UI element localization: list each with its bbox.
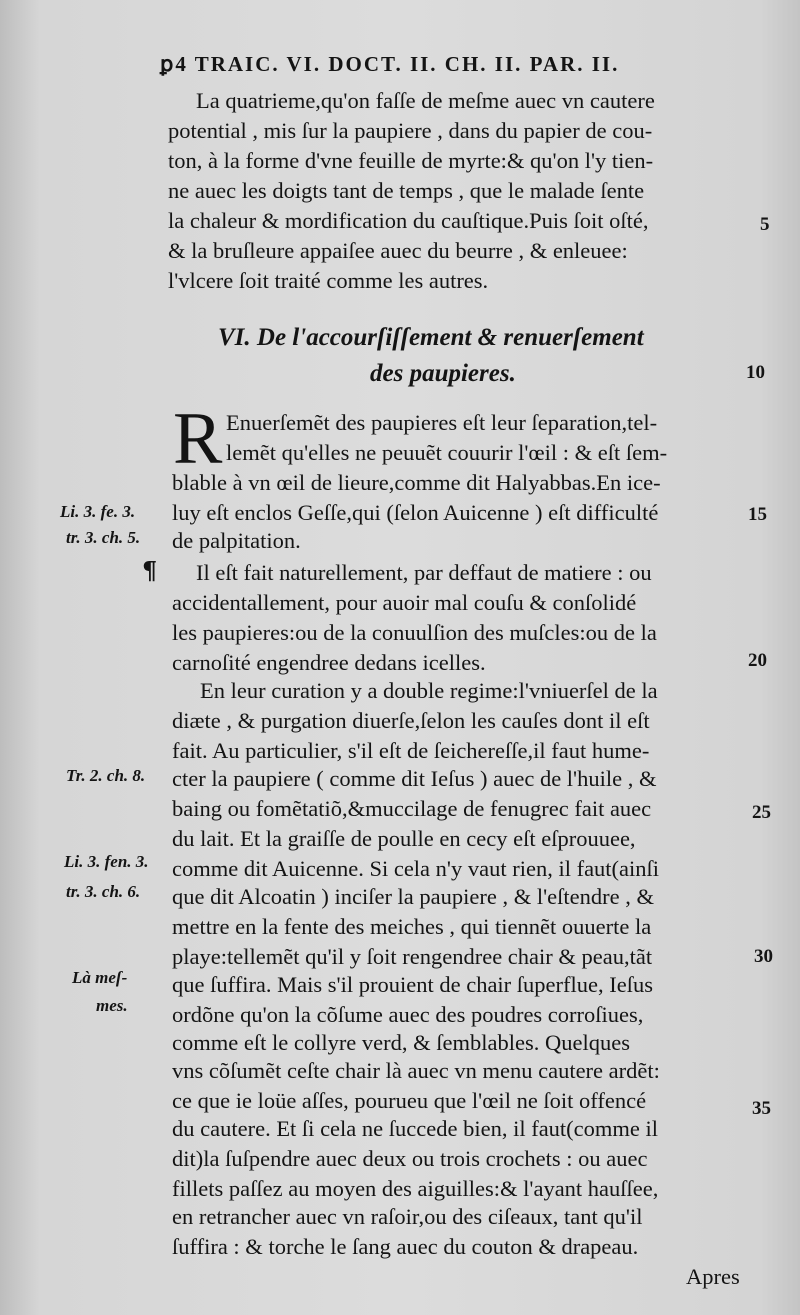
text-line: comme dit Auicenne. Si cela n'y vaut rien, il faut(ainſi	[172, 856, 660, 881]
text-line: playe:tellemẽt qu'il y ſoit rengendree chair & peau,tãt	[172, 944, 653, 969]
line-number: 5	[760, 214, 770, 235]
text-line: carnoſité engendree dedans icelles.	[172, 650, 486, 675]
text-line: diæte , & purgation diuerſe,ſelon les cauſes dont il eſt	[172, 708, 650, 733]
text-line: vns cõſumẽt ceſte chair là auec vn menu cautere ardẽt:	[172, 1058, 660, 1083]
text-line: fillets paſſez au moyen des aiguilles:& l'ayant hauſſee,	[172, 1176, 659, 1201]
margin-note: tr. 3. ch. 5.	[66, 528, 141, 547]
margin-note: Li. 3. fe. 3.	[60, 502, 136, 521]
text-line: l'vlcere ſoit traité comme les autres.	[168, 268, 489, 293]
margin-note: Li. 3. fen. 3.	[64, 852, 149, 871]
text-line: du cautere. Et ſi cela ne ſuccede bien, il faut(comme il	[172, 1116, 659, 1141]
text-line: luy eſt enclos Geſſe,qui (ſelon Auicenne ) eſt difficulté	[172, 500, 659, 525]
section-heading: VI. De l'accourſiſſement & renuerſement	[218, 324, 644, 351]
text-line: Enuerſemẽt des paupieres eſt leur ſeparation,tel-	[226, 410, 658, 435]
text-line: cter la paupiere ( comme dit Ieſus ) auec de l'huile , &	[172, 766, 657, 791]
running-head: ꝑ4 TRAIC. VI. DOCT. II. CH. II. PAR. II.	[160, 52, 620, 76]
text-line: de palpitation.	[172, 528, 301, 553]
text-line: que ſuffira. Mais s'il prouient de chair ſuperflue, Ieſus	[172, 972, 653, 997]
text-line: du lait. Et la graiſſe de poulle en cecy eſt eſprouuee,	[172, 826, 636, 851]
text-line: ordõne qu'on la cõſume auec des poudres corroſiues,	[172, 1002, 644, 1027]
text-line: ce que ie loüe aſſes, pourueu que l'œil ne ſoit offencé	[172, 1088, 647, 1113]
catchword: Apres	[686, 1264, 740, 1289]
pilcrow-mark: ¶	[142, 556, 158, 585]
text-line: baing ou fomẽtatiõ,&muccilage de fenugrec fait auec	[172, 796, 652, 821]
text-line: ſuffira : & torche le ſang auec du couton & drapeau.	[172, 1234, 639, 1259]
text-line: les paupieres:ou de la conuulſion des muſcles:ou de la	[172, 620, 657, 645]
margin-note: Là meſ-	[72, 968, 128, 987]
text-line: mettre en la fente des meiches , qui tiennẽt ouuerte la	[172, 914, 652, 939]
text-line: blable à vn œil de lieure,comme dit Halyabbas.En ice-	[172, 470, 661, 495]
text-line: En leur curation y a double regime:l'vniuerſel de la	[200, 678, 658, 703]
margin-note: mes.	[96, 996, 128, 1015]
text-line: accidentallement, pour auoir mal couſu & conſolidé	[172, 590, 637, 615]
text-line: fait. Au particulier, s'il eſt de ſeicherеſſe,il faut hume-	[172, 738, 650, 763]
text-line: la chaleur & mordification du cauſtique.Puis ſoit oſté,	[168, 208, 649, 233]
margin-note: tr. 3. ch. 6.	[66, 882, 141, 901]
line-number: 10	[746, 362, 765, 383]
text-line: potential , mis ſur la paupiere , dans du papier de cou-	[168, 118, 653, 143]
text-line: La quatrieme,qu'on faſſe de meſme auec vn cautere	[196, 88, 655, 113]
text-line: lemẽt qu'elles ne peuuẽt couurir l'œil : & eſt ſem-	[226, 440, 668, 465]
drop-cap: R	[173, 398, 223, 480]
text-line: Il eſt fait naturellement, par deffaut de matiere : ou	[196, 560, 652, 585]
text-line: que dit Alcoatin ) inciſer la paupiere , & l'eſtendre , &	[172, 884, 655, 909]
margin-note: Tr. 2. ch. 8.	[66, 766, 146, 785]
line-number: 15	[748, 504, 767, 525]
text-line: dit)la ſuſpendre auec deux ou trois crochets : ou auec	[172, 1146, 648, 1171]
text-line: ton, à la forme d'vne feuille de myrte:& qu'on l'y tien-	[168, 148, 654, 173]
section-heading-cont: des paupieres.	[370, 360, 516, 387]
text-line: comme eſt le collyre verd, & ſemblables. Quelques	[172, 1030, 630, 1055]
line-number: 25	[752, 802, 771, 823]
text-line: ne auec les doigts tant de temps , que le malade ſente	[168, 178, 645, 203]
text-line: & la bruſleure appaiſee auec du beurre , & enleuee:	[168, 238, 628, 263]
text-line: en retrancher auec vn raſoir,ou des ciſeaux, tant qu'il	[172, 1204, 643, 1229]
line-number: 30	[754, 946, 773, 967]
line-number: 20	[748, 650, 767, 671]
line-number: 35	[752, 1098, 771, 1119]
